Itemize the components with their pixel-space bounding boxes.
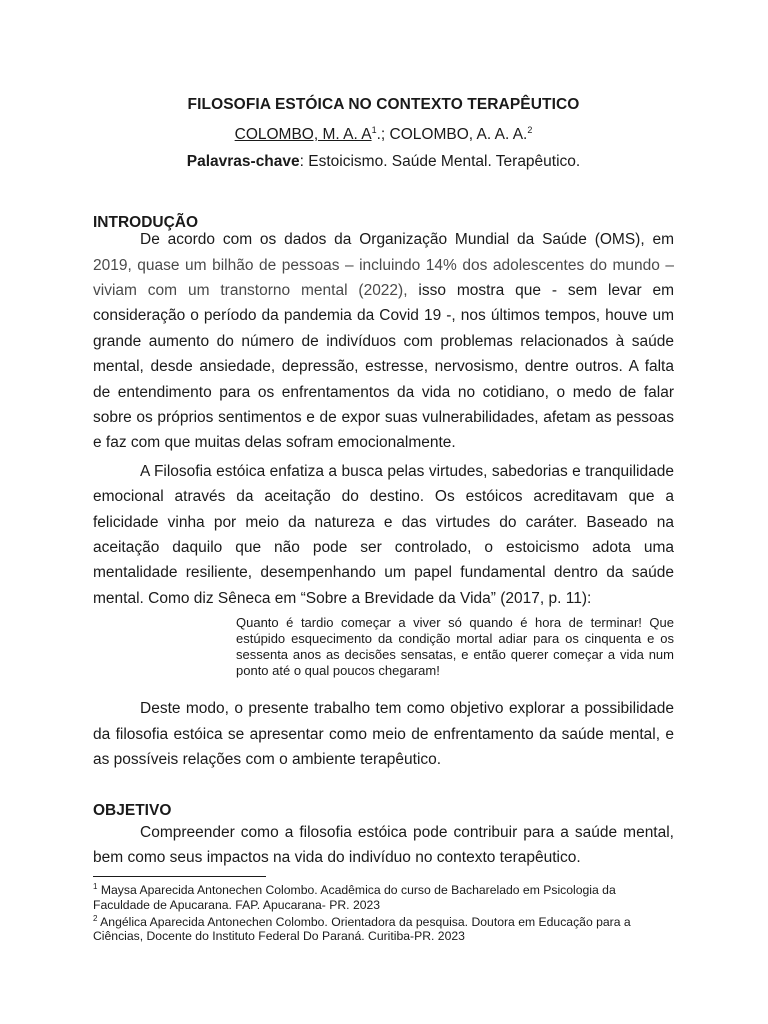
footnote-divider <box>93 876 266 877</box>
block-quote: Quanto é tardio começar a viver só quando é hora de terminar! Que estúpido esquecimento da condição mortal adiar para os cinquenta e os sessenta anos as decisões sensatas, e então querer começar a vida num ponto até o qual poucos chegaram! <box>236 615 674 678</box>
keywords-label: Palavras-chave <box>186 153 300 171</box>
footnote-1 <box>93 880 674 911</box>
introducao-paragraph-1 <box>93 227 674 456</box>
keywords-line <box>93 153 674 171</box>
footnote-2-text: Angélica Aparecida Antonechen Colombo. Orientadora da pesquisa. Doutora em Educação para a Ciências, Docente do Instituto Federal Do Paraná. Curitiba-PR. 2023 <box>93 914 631 943</box>
introducao-paragraph-3: Deste modo, o presente trabalho tem como objetivo explorar a possibilidade da filosofia estóica se apresentar como meio de enfrentamento da saúde mental, e as possíveis relações com o ambiente terapêutico. <box>93 700 674 769</box>
introducao-p1-part-b: isso mostra que - sem levar em consideração o período da pandemia da Covid 19 -, nos últimos tempos, houve um grande aumento do número de indivíduos com problemas relacionados à saúde mental, desde ansiedade, depressão, estresse, nervosismo, dentre outros. A falta de entendimento para os enfrentamentos da vida no cotidiano, o medo de falar sobre os próprios sentimentos e de expor suas vulnerabilidades, afetam as pessoas e faz com que muitas delas sofram emocionalmente. <box>93 281 675 452</box>
introducao-heading: INTRODUÇÃO <box>93 214 199 232</box>
introducao-p1-citation: 2019, quase um bilhão de pessoas – incluindo 14% dos adolescentes do mundo – viviam com um transtorno mental (2022), <box>93 256 674 299</box>
author-2: COLOMBO, A. A. A. <box>389 126 528 144</box>
footnote-1-text: Maysa Aparecida Antonechen Colombo. Acadêmica do curso de Bacharelado em Psicologia da Faculdade de Apucarana. FAP. Apucarana- PR. 2023 <box>93 883 616 912</box>
author-separator: .; <box>376 126 390 144</box>
authors-line <box>93 125 674 144</box>
author-1: COLOMBO, M. A. A <box>234 126 372 144</box>
introducao-paragraph-2: A Filosofia estóica enfatiza a busca pelas virtudes, sabedorias e tranquilidade emocional através da aceitação do destino. Os estóicos acreditavam que a felicidade vinha por meio da natureza e das virtudes do caráter. Baseado na aceitação daquilo que não pode ser controlado, o estoicismo adota uma mentalidade resiliente, desempenhando um papel fundamental dentro da saúde mental. Como diz Sêneca em “Sobre a Brevidade da Vida” (2017, p. 11): <box>93 462 674 607</box>
introducao-p1-part-a: De acordo com os dados da Organização Mundial da Saúde (OMS), em <box>140 231 674 249</box>
author-1-footnote-mark: 1 <box>371 125 377 135</box>
keywords-text: : Estoicismo. Saúde Mental. Terapêutico. <box>299 153 581 171</box>
author-2-footnote-mark: 2 <box>527 125 533 135</box>
document-page <box>93 96 674 943</box>
footnote-2 <box>93 912 674 943</box>
document-title: FILOSOFIA ESTÓICA NO CONTEXTO TERAPÊUTICO <box>187 96 580 113</box>
footnote-1-mark: 1 <box>93 882 98 892</box>
objetivo-paragraph: Compreender como a filosofia estóica pode contribuir para a saúde mental, bem como seus impactos na vida do indivíduo no contexto terapêutico. <box>93 823 674 867</box>
footnote-2-mark: 2 <box>93 913 98 923</box>
objetivo-heading: OBJETIVO <box>93 801 172 819</box>
